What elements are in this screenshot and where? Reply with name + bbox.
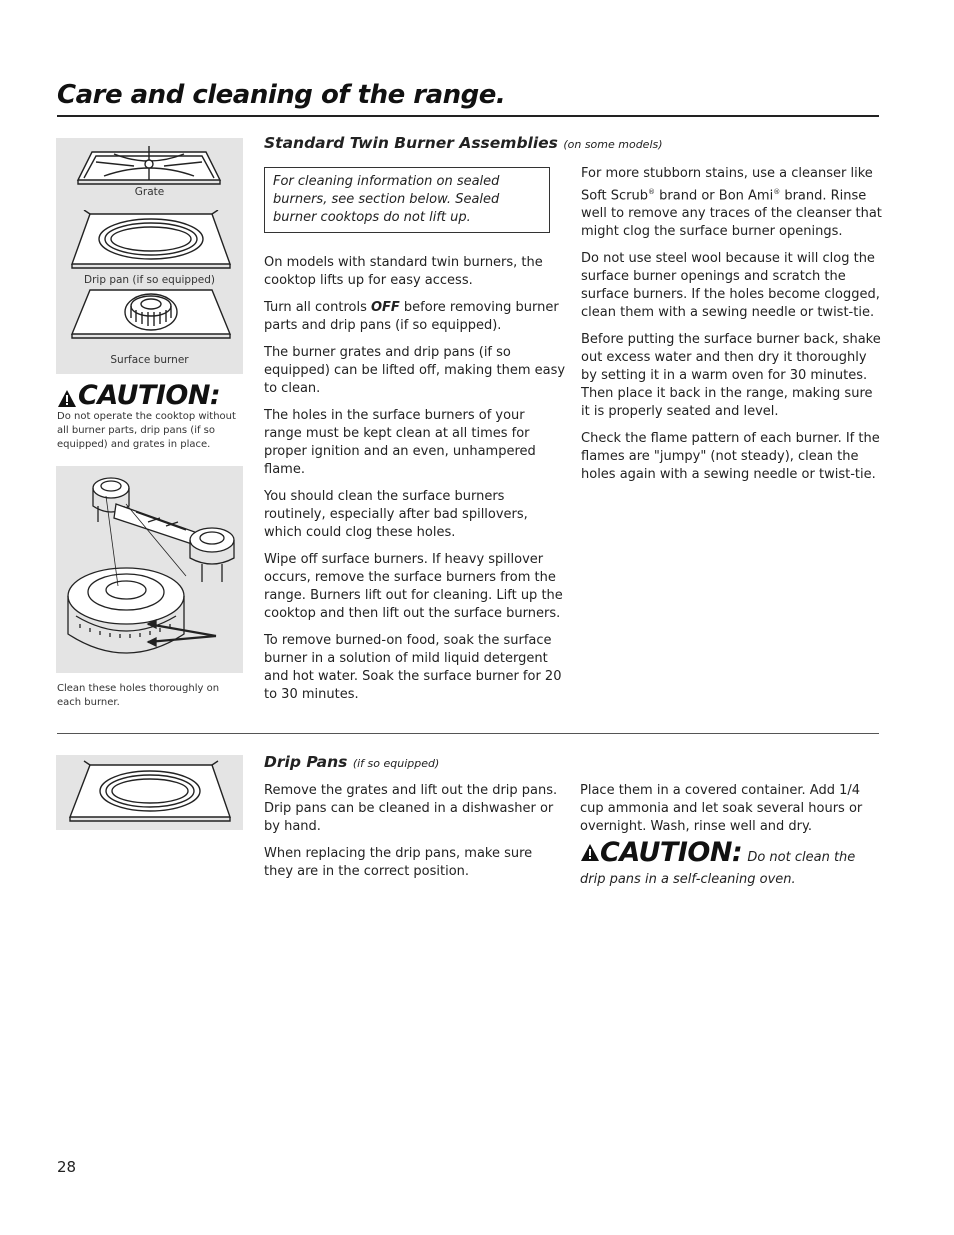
twin-burner-left-column: [264, 254, 566, 713]
surface-burner-label: Surface burner: [110, 354, 189, 366]
paragraph-text: before removing burner parts and drip pans (if so equipped).: [264, 300, 559, 333]
title-divider: [57, 115, 879, 117]
heading-text: Standard Twin Burner Assemblies: [264, 134, 558, 152]
section-divider: [57, 733, 879, 734]
section-heading-drip-pans: [264, 753, 564, 771]
paragraph: [264, 299, 566, 335]
caution-block: [580, 837, 880, 890]
paragraph: To remove burned-on food, soak the surface burner in a solution of mild liquid detergent and hot water. Soak the surface burner for 20 to 30 minutes.: [264, 633, 562, 702]
parts-figure-panel: [56, 138, 243, 374]
caution-block: [57, 380, 247, 452]
twin-burner-right-column: [581, 165, 883, 493]
page-title: Care and cleaning of the range.: [57, 80, 506, 110]
caution-text: Do not clean the drip pans in a self-cleaning oven.: [580, 850, 856, 887]
drip-pan-right-column: [580, 782, 880, 890]
heading-note: (if so equipped): [352, 757, 440, 770]
warning-triangle-icon: [57, 389, 77, 408]
paragraph: Place them in a covered container. Add 1/4 cup ammonia and let soak several hours or overnight. Wash, rinse well and dry.: [580, 783, 863, 834]
burner-assembly-figure: [56, 466, 243, 673]
grate-illustration: [74, 142, 224, 186]
heading-note: (on some models): [563, 138, 663, 151]
paragraph: The burner grates and drip pans (if so equipped) can be lifted off, making them easy to clean.: [264, 345, 566, 396]
caution-text: Do not operate the cooktop without all burner parts, drip pans (if so equipped) and grates in place.: [57, 411, 236, 450]
section-heading-twin-burners: [264, 134, 664, 152]
registered-mark: ®: [648, 188, 656, 196]
paragraph-text: brand. Rinse well to remove any traces of the cleanser that might clog the surface burner openings.: [581, 188, 882, 240]
drip-pan-figure: [56, 755, 243, 830]
warning-triangle-icon: [580, 843, 600, 862]
sealed-burner-note: For cleaning information on sealed burners, see section below. Sealed burner cooktops do not lift up.: [264, 167, 550, 233]
drip-pan-left-column: [264, 782, 560, 890]
paragraph-text: brand or Bon Ami: [655, 188, 774, 204]
registered-mark: ®: [773, 188, 781, 196]
drip-pan-illustration: [64, 210, 236, 272]
paragraph: Before putting the surface burner back, shake out excess water and then dry it thoroughly by setting it in a warm oven for 30 minutes. Then place it back in the range, making sure it is properly seated and level.: [581, 332, 881, 420]
paragraph: Check the flame pattern of each burner. If the flames are "jumpy" (not steady), clean the holes again with a sewing needle or twist-tie.: [581, 431, 880, 483]
paragraph: You should clean the surface burners routinely, especially after bad spillovers, which could clog these holes.: [264, 489, 528, 540]
off-emphasis: OFF: [370, 300, 400, 315]
paragraph: [581, 165, 883, 241]
grate-label: Grate: [134, 186, 165, 198]
paragraph: Remove the grates and lift out the drip pans. Drip pans can be cleaned in a dishwasher or by hand.: [264, 783, 558, 834]
paragraph: The holes in the surface burners of your range must be kept clean at all times for proper ignition and an even, unhampered flame.: [264, 408, 536, 477]
paragraph-text: Turn all controls: [264, 300, 371, 315]
page-number: 28: [57, 1158, 77, 1176]
paragraph: Wipe off surface burners. If heavy spillover occurs, remove the surface burners from the range. Burners lift out for cleaning. Lift up the cooktop and then lift out the surface burners.: [264, 552, 563, 621]
surface-burner-illustration: [64, 288, 236, 340]
drip-pan-label: Drip pan (if so equipped): [84, 274, 215, 286]
burner-figure-caption: Clean these holes thoroughly on each burner.: [57, 683, 220, 708]
paragraph-text: For more stubborn stains, use a cleanser like Soft Scrub: [581, 166, 873, 204]
caution-heading: CAUTION:: [78, 380, 221, 411]
caution-heading: CAUTION:: [600, 837, 743, 868]
heading-text: Drip Pans: [264, 753, 348, 771]
paragraph: On models with standard twin burners, the cooktop lifts up for easy access.: [264, 255, 543, 288]
paragraph: When replacing the drip pans, make sure they are in the correct position.: [264, 846, 533, 879]
paragraph: Do not use steel wool because it will clog the surface burner openings and scratch the surface burners. If the holes become clogged, clean them with a sewing needle or twist-tie.: [581, 251, 880, 321]
